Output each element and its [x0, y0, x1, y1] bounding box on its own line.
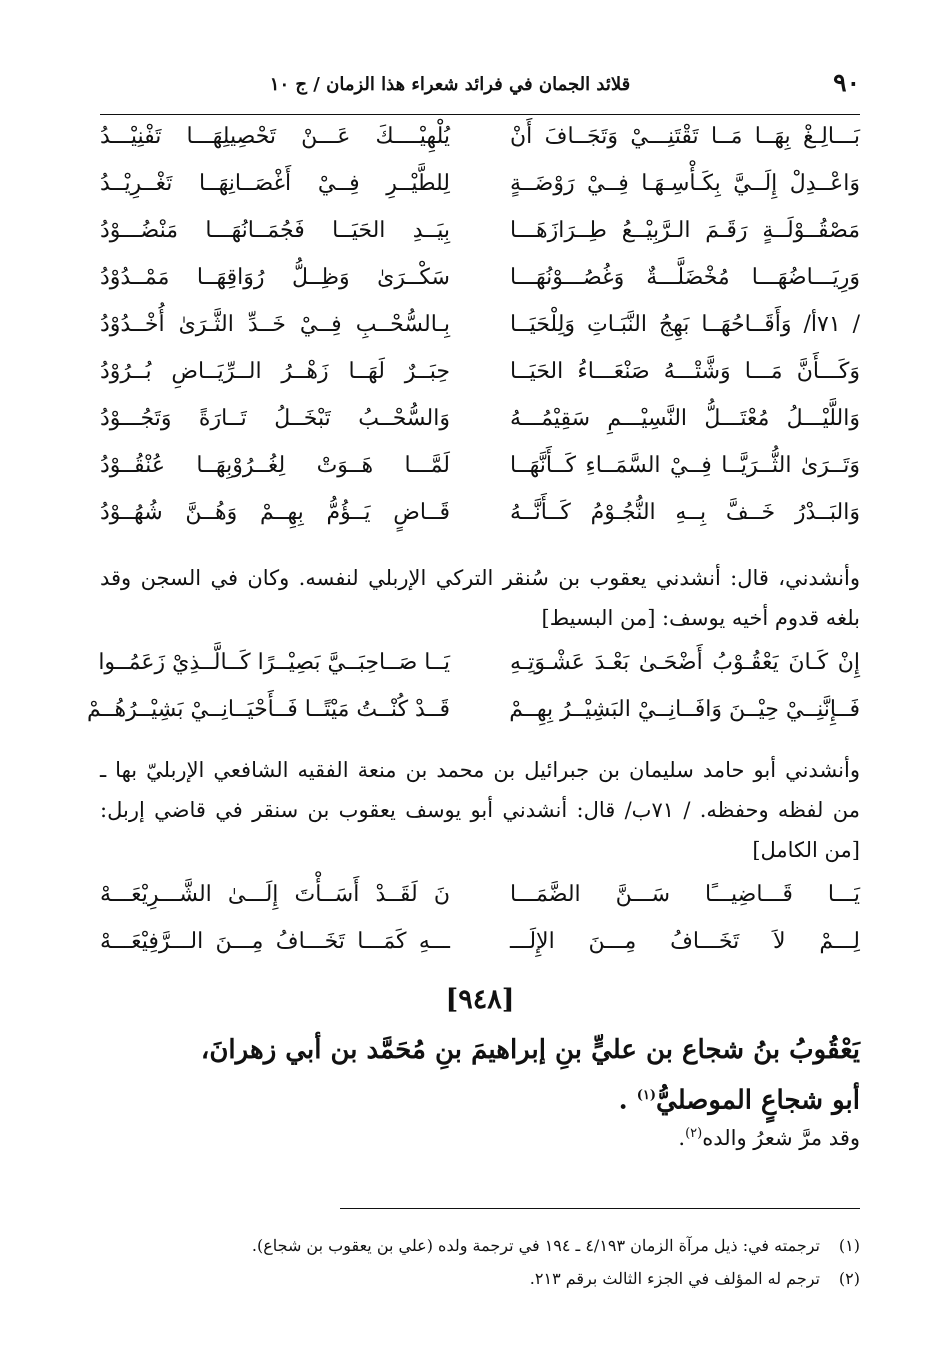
entry-number: [٩٤٨]	[445, 984, 515, 1015]
hemistich-first: وَرِيَـــاضُهَـــا مُخْضَلَّـــةٌ وَغُصُـــوْنُهَـــا	[510, 265, 860, 290]
hemistich-first: فَــإِنَّنِــيْ حِيْــنَ وَافَــانِــيْ البَشِيْــرُ بِهِــمْ	[509, 697, 860, 722]
poem-3	[100, 882, 860, 976]
hemistich-first: وَتَــرَىٰ الثُّــرَيَّــا فِــيْ السَّمَــاءِ كَــأَنَّهَــا	[510, 453, 860, 478]
verse	[100, 171, 860, 218]
hemistich-first: إِنْ كَـانَ يَعْقُـوْبُ أَضْحَـىٰ بَعْـدَ عَشْـوَتِـهِ	[510, 650, 860, 675]
verse	[100, 312, 860, 359]
hemistich-first: بَـــالِـغْ بِهَــا مَــا تَقْتَنِـــيْ وَتَجَــافَ أَنْ	[510, 124, 860, 149]
entry-title-line	[160, 1073, 860, 1124]
entry-title-line: يَعْقُوبُ بنُ شجاع بن عليٍّ بنِ إبراهيمَ بنِ مُحَمَّد بن أبي زهرانَ،	[200, 1035, 860, 1065]
prose-paragraph: وأنشدني أبو حامد سليمان بن جبرائيل بن محمد بن منعة الفقيه الشافعي الإربليّ بها ـ من لفظه وحفظه. / ٧١ب/ قال: أنشدني أبو يوسف يعقوب بن سنقر في قاضي إربل: [من الكامل]	[100, 758, 860, 862]
poem-2	[86, 650, 860, 744]
footnote-ref: (٢)	[685, 1126, 703, 1141]
hemistich-second: يَــا صَــاحِبَــيَّ بَصِيْــرًا كَــالَّــذِيْ زَعَمُــوا	[98, 650, 450, 675]
verse	[100, 218, 860, 265]
hemistich-second: يُلْهِيْــــكَ عَـــنْ تَحْصِيلِهَـــا تَفْنِيْـــدُ	[100, 124, 450, 149]
hemistich-second: بِيَــدِ الحَيَــا فَجُمَــانُهَـــا مَنْضُـــوْدُ	[100, 218, 450, 243]
page-header	[100, 68, 860, 108]
footnote-text: ترجمته في: ذيل مرآة الزمان ٤/١٩٣ ـ ١٩٤ في ترجمة ولده (علي بن يعقوب بن شجاع).	[251, 1236, 820, 1255]
hemistich-first: وَكَـــأَنَّ مَـــا وَشَّتْـــهُ صَنْعَـــاءُ الحَيَــا	[510, 359, 860, 384]
hemistich-first: وَاعْــدِلْ إِلَــيَّ بِكَـأْسِـهَـا فِــيْ رَوْضَــةٍ	[510, 171, 860, 196]
hemistich-first: يَـــا قَـــاضِيـــًا سَـــنَّ الضَّمَـــا	[510, 882, 860, 907]
entry-title	[160, 1027, 860, 1124]
hemistich-second: سَكْــرَىٰ وَظِــلُّ رُوَاقِهَــا مَمْــدُوْدُ	[100, 265, 450, 290]
hemistich-first: وَالبَــدْرُ خَــفَّ بِــهِ النُّجُـوْمُ كَــأَنَّــهُ	[510, 500, 860, 525]
hemistich-first: / ٧١أ/ وَأَقَــاحُهَــا بَهِجُ النَّبَـاتِ وَلِلْحَيَــا	[510, 312, 861, 337]
verse	[86, 697, 860, 744]
footnote-text: ترجم له المؤلف في الجزء الثالث برقم ٢١٣.	[529, 1269, 820, 1288]
hemistich-second: نَ لَقَــدْ أَسَــأْتَ إِلَـــىٰ الشَّـــرِيْعَـــهْ	[100, 882, 450, 907]
verse	[100, 359, 860, 406]
page-number: ٩٠	[833, 68, 860, 97]
entry-title-period: .	[618, 1085, 628, 1116]
prose-paragraph: وأنشدني، قال: أنشدني يعقوب بن سُنقر التركي الإربلي لنفسه. وكان في السجن وقد بلغه قدوم أخيه يوسف: [من البسيط]	[100, 566, 860, 630]
header-rule	[100, 114, 860, 115]
entry-note-period: .	[678, 1126, 686, 1150]
entry-title-name: أبو شجاعٍ الموصليُّ	[656, 1085, 860, 1116]
footnote-rule	[340, 1208, 860, 1209]
verse	[100, 124, 860, 171]
hemistich-second: وَالسُّحْــبُ تَبْخَــلُ تَــارَةً وَتَجُـــوْدُ	[100, 406, 450, 431]
hemistich-second: لَمَّـــا هَــوَتْ لِغُــرُوْبِهَــا عُنْقُــوْدُ	[100, 453, 450, 478]
verse	[100, 265, 860, 312]
footnote-number: (١)	[838, 1236, 860, 1255]
verse	[100, 406, 860, 453]
hemistich-first: لِـــمْ لاَ تَخَـــافُ مِـــنَ الإِلَـــ	[510, 929, 860, 954]
poem-1	[100, 124, 860, 547]
entry-note-text: وقد مرَّ شعرُ والده	[702, 1126, 860, 1150]
hemistich-second: ـــهِ كَمَـــا تَخَـــافُ مِـــنَ الـــرَّفِيْعَـــهْ	[100, 929, 450, 954]
verse	[100, 500, 860, 547]
footnote-ref: (١)	[636, 1088, 657, 1103]
hemistich-first: مَصْقُــوْلَــةٍ رَقَـمَ الـرَّبِيْــعُ طِــرَازَهَـــا	[510, 218, 860, 243]
hemistich-second: قَــاضٍ يَــؤُمُّ بِهِــمْ وَهُــنَّ شُهُــوْدُ	[100, 500, 450, 525]
hemistich-second: قَــدْ كُنْــتُ مَيْتًــا فَــأَحْيَــانِــيْ بَشِيْــرُهُــمْ	[86, 697, 450, 722]
verse	[100, 453, 860, 500]
footnote	[100, 1236, 860, 1255]
verse	[100, 929, 860, 976]
hemistich-second: بِـالسُّحْــبِ فِــيْ خَــدِّ الثَّـرَىٰ أُخْــدُوْدُ	[100, 312, 450, 337]
hemistich-second: حِبَــرٌ لَهَــا زَهْــرُ الــرِّيَــاضِ بُــرُوْدُ	[100, 359, 450, 384]
running-title: قلائد الجمان في فرائد شعراء هذا الزمان / ج ١٠	[269, 74, 631, 95]
hemistich-first: وَاللَّيْـــلُ مُعْتَـــلُّ النَّسِيْـــمِ سَقِيْمُـــهُ	[510, 406, 860, 431]
hemistich-second: لِلطَّيْــرِ فِــيْ أَغْصَــانِهَــا تَغْــرِيْــدُ	[100, 171, 450, 196]
footnote	[100, 1269, 860, 1288]
verse	[100, 650, 860, 697]
verse	[100, 882, 860, 929]
footnote-number: (٢)	[838, 1269, 860, 1288]
entry-note	[678, 1126, 860, 1150]
